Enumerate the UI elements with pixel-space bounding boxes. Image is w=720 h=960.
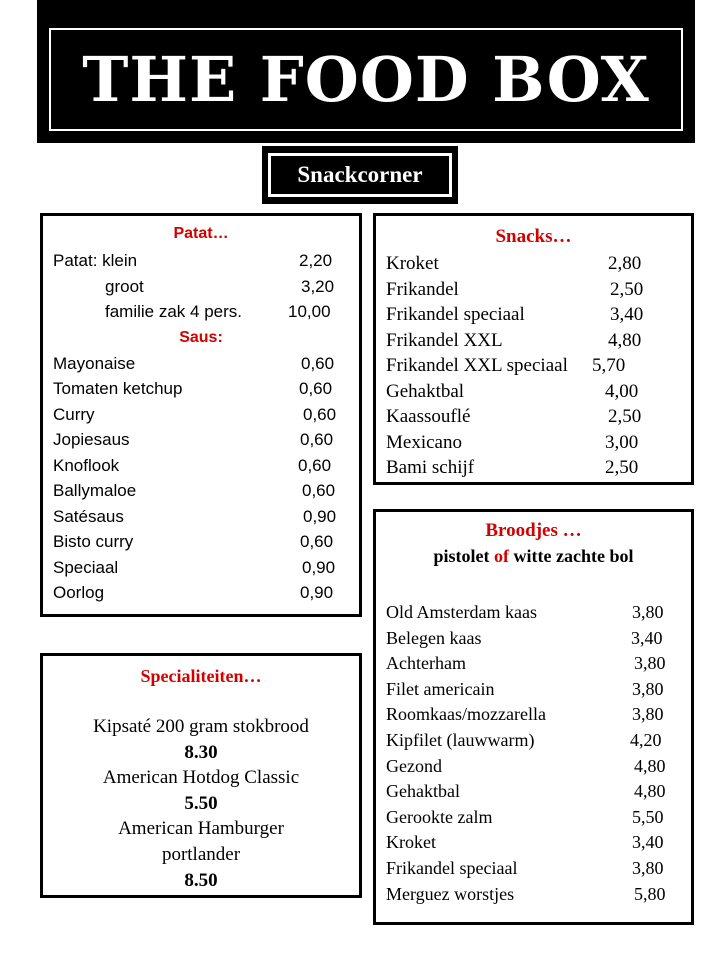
specialiteiten-menu-box [40, 653, 362, 898]
specialty-item [43, 816, 359, 893]
broodjes-list [376, 600, 691, 907]
broodjes-heading: Broodjes … [485, 520, 582, 541]
specialty-item [43, 714, 359, 765]
item-name: Gehaktbal [386, 380, 465, 402]
item-name: Frikandel speciaal [386, 304, 525, 325]
item-price: 3,80 [634, 653, 666, 674]
item-name: Bami schijf [386, 457, 475, 478]
item-price: 5,70 [592, 355, 626, 376]
menu-row [43, 504, 359, 530]
specialty-name: Kipsaté 200 gram stokbrood [93, 716, 309, 737]
item-name: Frikandel speciaal [386, 857, 518, 878]
page-title: THE FOOD BOX [82, 43, 650, 116]
bread-option-or: of [494, 546, 510, 566]
item-name: Old Amsterdam kaas [386, 602, 537, 622]
menu-row [376, 702, 691, 728]
item-name: Merguez worstjes [386, 883, 515, 904]
item-name: Kipfilet (lauwwarm) [386, 729, 535, 750]
item-name: Gezond [386, 755, 442, 776]
item-price: 0,60 [301, 353, 335, 373]
item-price: 5,50 [632, 806, 664, 827]
item-name: Frikandel XXL [386, 329, 503, 351]
item-price: 3,80 [632, 602, 664, 622]
item-name: Mayonaise [53, 353, 136, 373]
item-price: 3,40 [631, 627, 663, 648]
menu-row [376, 251, 691, 277]
item-price: 4,80 [634, 755, 666, 776]
subtitle-badge [262, 146, 458, 204]
item-name: Bisto curry [53, 532, 134, 551]
specialiteiten-heading: Specialiteiten… [140, 666, 262, 686]
specialty-name: American Hamburger portlander [118, 818, 284, 865]
broodjes-subheading [376, 544, 691, 568]
menu-row [43, 453, 359, 479]
item-name: Gehaktbal [386, 781, 460, 802]
item-price: 3,40 [632, 832, 664, 853]
menu-row [43, 376, 359, 402]
item-price: 0,60 [300, 430, 334, 449]
menu-row [43, 580, 359, 606]
menu-row [43, 351, 359, 377]
menu-row [43, 427, 359, 453]
item-name: Satésaus [53, 506, 124, 526]
header-frame [49, 28, 683, 131]
item-name: Ballymaloe [53, 481, 137, 500]
item-name: Frikandel [386, 278, 459, 300]
item-price: 3,80 [632, 857, 664, 878]
snacks-list [376, 251, 691, 481]
item-name: Achterham [386, 653, 466, 674]
menu-row [376, 302, 691, 328]
specialty-price: 5.50 [184, 792, 218, 814]
specialty-item [43, 765, 359, 816]
menu-row [43, 274, 359, 300]
item-price: 4,00 [605, 380, 639, 402]
menu-row [376, 430, 691, 456]
item-price: 4,20 [630, 729, 662, 750]
item-price: 2,20 [299, 251, 333, 270]
item-price: 5,80 [634, 883, 666, 904]
patat-heading: Patat… [173, 225, 229, 242]
header-banner [37, 0, 695, 143]
item-price: 3,20 [301, 276, 335, 296]
menu-row [376, 677, 691, 703]
item-price: 2,50 [605, 457, 639, 478]
item-name: Belegen kaas [386, 627, 482, 648]
menu-row [43, 555, 359, 581]
item-name: Gerookte zalm [386, 806, 493, 827]
menu-row [376, 856, 691, 882]
menu-row [376, 754, 691, 780]
patat-menu-box [40, 213, 362, 617]
specialty-price: 8.30 [184, 741, 218, 763]
snacks-menu-box [373, 213, 694, 485]
item-price: 0,60 [302, 481, 336, 500]
item-name: Oorlog [53, 583, 105, 602]
saus-heading: Saus: [179, 328, 223, 346]
item-name: familie zak 4 pers. [105, 302, 242, 321]
broodjes-menu-box [373, 509, 694, 925]
item-price: 2,50 [608, 406, 642, 427]
item-name: Tomaten ketchup [53, 379, 183, 398]
item-price: 0,90 [302, 557, 336, 577]
item-name: Filet americain [386, 678, 495, 699]
menu-row [376, 779, 691, 805]
item-price: 3,00 [605, 431, 639, 453]
saus-list [43, 351, 359, 606]
menu-row [376, 277, 691, 303]
menu-row [376, 404, 691, 430]
menu-row [43, 248, 359, 274]
item-price: 3,80 [632, 704, 664, 725]
item-price: 0,90 [300, 583, 334, 602]
menu-row [376, 626, 691, 652]
bread-option-soft-bun: witte zachte bol [513, 546, 634, 566]
item-name: Kroket [386, 253, 439, 274]
item-name: Kaassouflé [386, 406, 471, 427]
item-price: 3,80 [632, 678, 664, 699]
item-price: 4,80 [634, 781, 666, 802]
item-price: 10,00 [288, 302, 331, 321]
item-name: Frikandel XXL speciaal [386, 355, 568, 376]
item-price: 0,60 [300, 532, 334, 551]
item-name: Curry [53, 404, 95, 424]
menu-row [376, 455, 691, 481]
menu-row [376, 328, 691, 354]
item-name: Speciaal [53, 557, 119, 577]
item-price: 4,80 [608, 329, 642, 351]
item-name: Patat: klein [53, 251, 138, 270]
item-name: Kroket [386, 832, 436, 853]
menu-row [376, 830, 691, 856]
specialty-name: American Hotdog Classic [102, 767, 300, 789]
menu-row [43, 402, 359, 428]
menu-row [376, 600, 691, 626]
item-name: Roomkaas/mozzarella [386, 704, 546, 725]
menu-row [376, 882, 691, 908]
menu-row [376, 353, 691, 379]
menu-row [43, 529, 359, 555]
item-price: 2,80 [608, 253, 642, 274]
snacks-heading: Snacks… [495, 226, 572, 247]
item-name: Knoflook [53, 455, 120, 475]
item-name: Jopiesaus [53, 430, 130, 449]
item-price: 2,50 [610, 278, 644, 300]
item-name: groot [105, 276, 144, 296]
specialiteiten-list [43, 714, 359, 893]
subtitle: Snackcorner [297, 162, 423, 187]
specialty-price: 8.50 [184, 869, 218, 891]
item-price: 0,60 [299, 379, 333, 398]
item-price: 0,60 [303, 404, 337, 424]
bread-option-pistolet: pistolet [433, 546, 490, 566]
menu-row [43, 299, 359, 325]
menu-row [376, 379, 691, 405]
item-price: 0,90 [303, 506, 337, 526]
item-price: 3,40 [610, 304, 644, 325]
menu-row [43, 478, 359, 504]
menu-row [376, 728, 691, 754]
menu-row [376, 651, 691, 677]
item-price: 0,60 [298, 455, 332, 475]
menu-row [376, 805, 691, 831]
item-name: Mexicano [386, 431, 462, 453]
